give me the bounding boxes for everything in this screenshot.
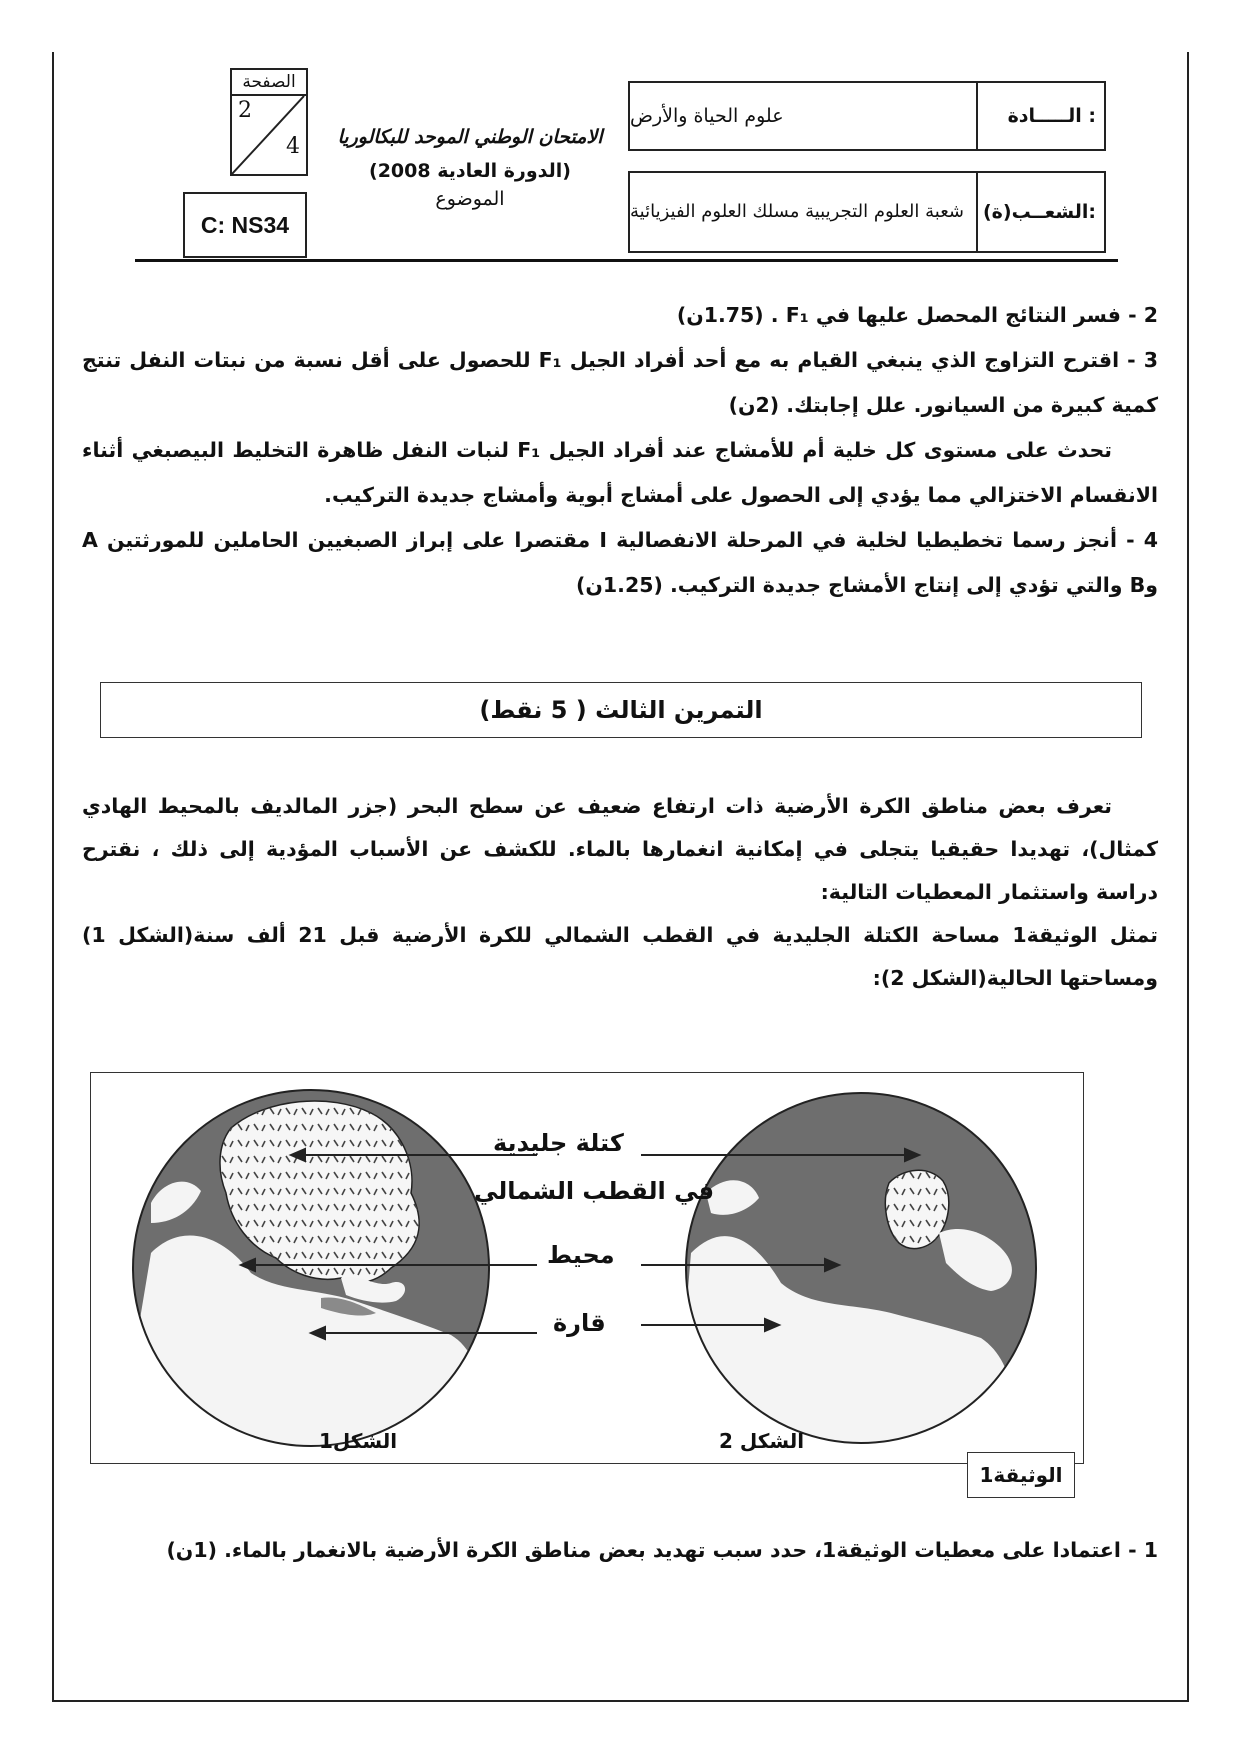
question-3: 3 - اقترح التزاوج الذي ينبغي القيام به مع أحد أفراد الجيل F₁ للحصول على أقل نسبة من نبتات النفل تنتج كمية كبيرة من السيانور. علل إجابتك. (2ن) bbox=[82, 348, 1158, 417]
exam-title: الامتحان الوطني الموحد للبكالوريا bbox=[337, 126, 603, 148]
document-1-label: الوثيقة1 bbox=[967, 1452, 1075, 1498]
exercise-3-question-1: 1 - اعتمادا على معطيات الوثيقة1، حدد سبب تهديد بعض مناطق الكرة الأرضية بالانغمار بالماء. (1ن) bbox=[166, 1538, 1158, 1562]
globe-figure-1 bbox=[121, 1083, 501, 1463]
info-paragraph: تحدث على مستوى كل خلية أم للأمشاج عند أفراد الجيل F₁ لنبات النفل ظاهرة التخليط البيصبغي أثناء الانقسام الاختزالي مما يؤدي إلى الحصول على أمشاج أبوية وأمشاج جديدة التركيب. bbox=[82, 438, 1158, 507]
globe-figure-2 bbox=[681, 1088, 1041, 1453]
session: (الدورة العادية 2008) bbox=[369, 160, 571, 182]
page-total: 4 bbox=[286, 134, 300, 159]
subject-label: الـــــادة : bbox=[976, 83, 1104, 149]
subject-box bbox=[628, 81, 1106, 151]
branch-label: الشعــب(ة): bbox=[976, 173, 1104, 251]
document-1-figure bbox=[90, 1072, 1084, 1464]
page-current: 2 bbox=[238, 98, 252, 123]
branch-value: شعبة العلوم التجريبية مسلك العلوم الفيزيائية bbox=[630, 201, 964, 222]
label-continent: قارة bbox=[553, 1309, 606, 1337]
exercise-3-title: التمرين الثالث ( 5 نقط) bbox=[100, 682, 1142, 738]
branch-box bbox=[628, 171, 1106, 253]
exercise-3-intro: تعرف بعض مناطق الكرة الأرضية ذات ارتفاع ضعيف عن سطح البحر (جزر المالديف بالمحيط الهادي كمثال)، تهديدا حقيقيا يتجلى في إمكانية انغمارها بالماء. للكشف عن الأسباب المؤدية إلى ذلك ، نقترح دراسة واستثمار المعطيات التالية: bbox=[82, 794, 1158, 904]
page-number-box bbox=[230, 68, 308, 176]
caption-figure-2: الشكل 2 bbox=[719, 1429, 805, 1453]
document-intro: تمثل الوثيقة1 مساحة الكتلة الجليدية في القطب الشمالي للكرة الأرضية قبل 21 ألف سنة(الشكل 1) ومساحتها الحالية(الشكل 2): bbox=[82, 923, 1158, 990]
label-north-pole: في القطب الشمالي bbox=[474, 1177, 715, 1205]
topic: الموضوع bbox=[435, 188, 505, 210]
exam-code: C: NS34 bbox=[183, 192, 307, 258]
header-divider bbox=[135, 259, 1118, 262]
subject-value: علوم الحياة والأرض bbox=[630, 105, 784, 127]
caption-figure-1: الشكل1 bbox=[319, 1429, 398, 1453]
label-ocean: محيط bbox=[547, 1241, 615, 1269]
page-label: الصفحة bbox=[232, 70, 306, 96]
question-2: 2 - فسر النتائج المحصل عليها في F₁ . (1.75ن) bbox=[676, 303, 1158, 327]
label-ice-mass: كتلة جليدية bbox=[493, 1129, 624, 1157]
question-4: 4 - أنجز رسما تخطيطيا لخلية في المرحلة الانفصالية I مقتصرا على إبراز الصبغيين الحاملين للمورثتين A وB والتي تؤدي إلى إنتاج الأمشاج جديدة التركيب. (1.25ن) bbox=[82, 528, 1158, 597]
